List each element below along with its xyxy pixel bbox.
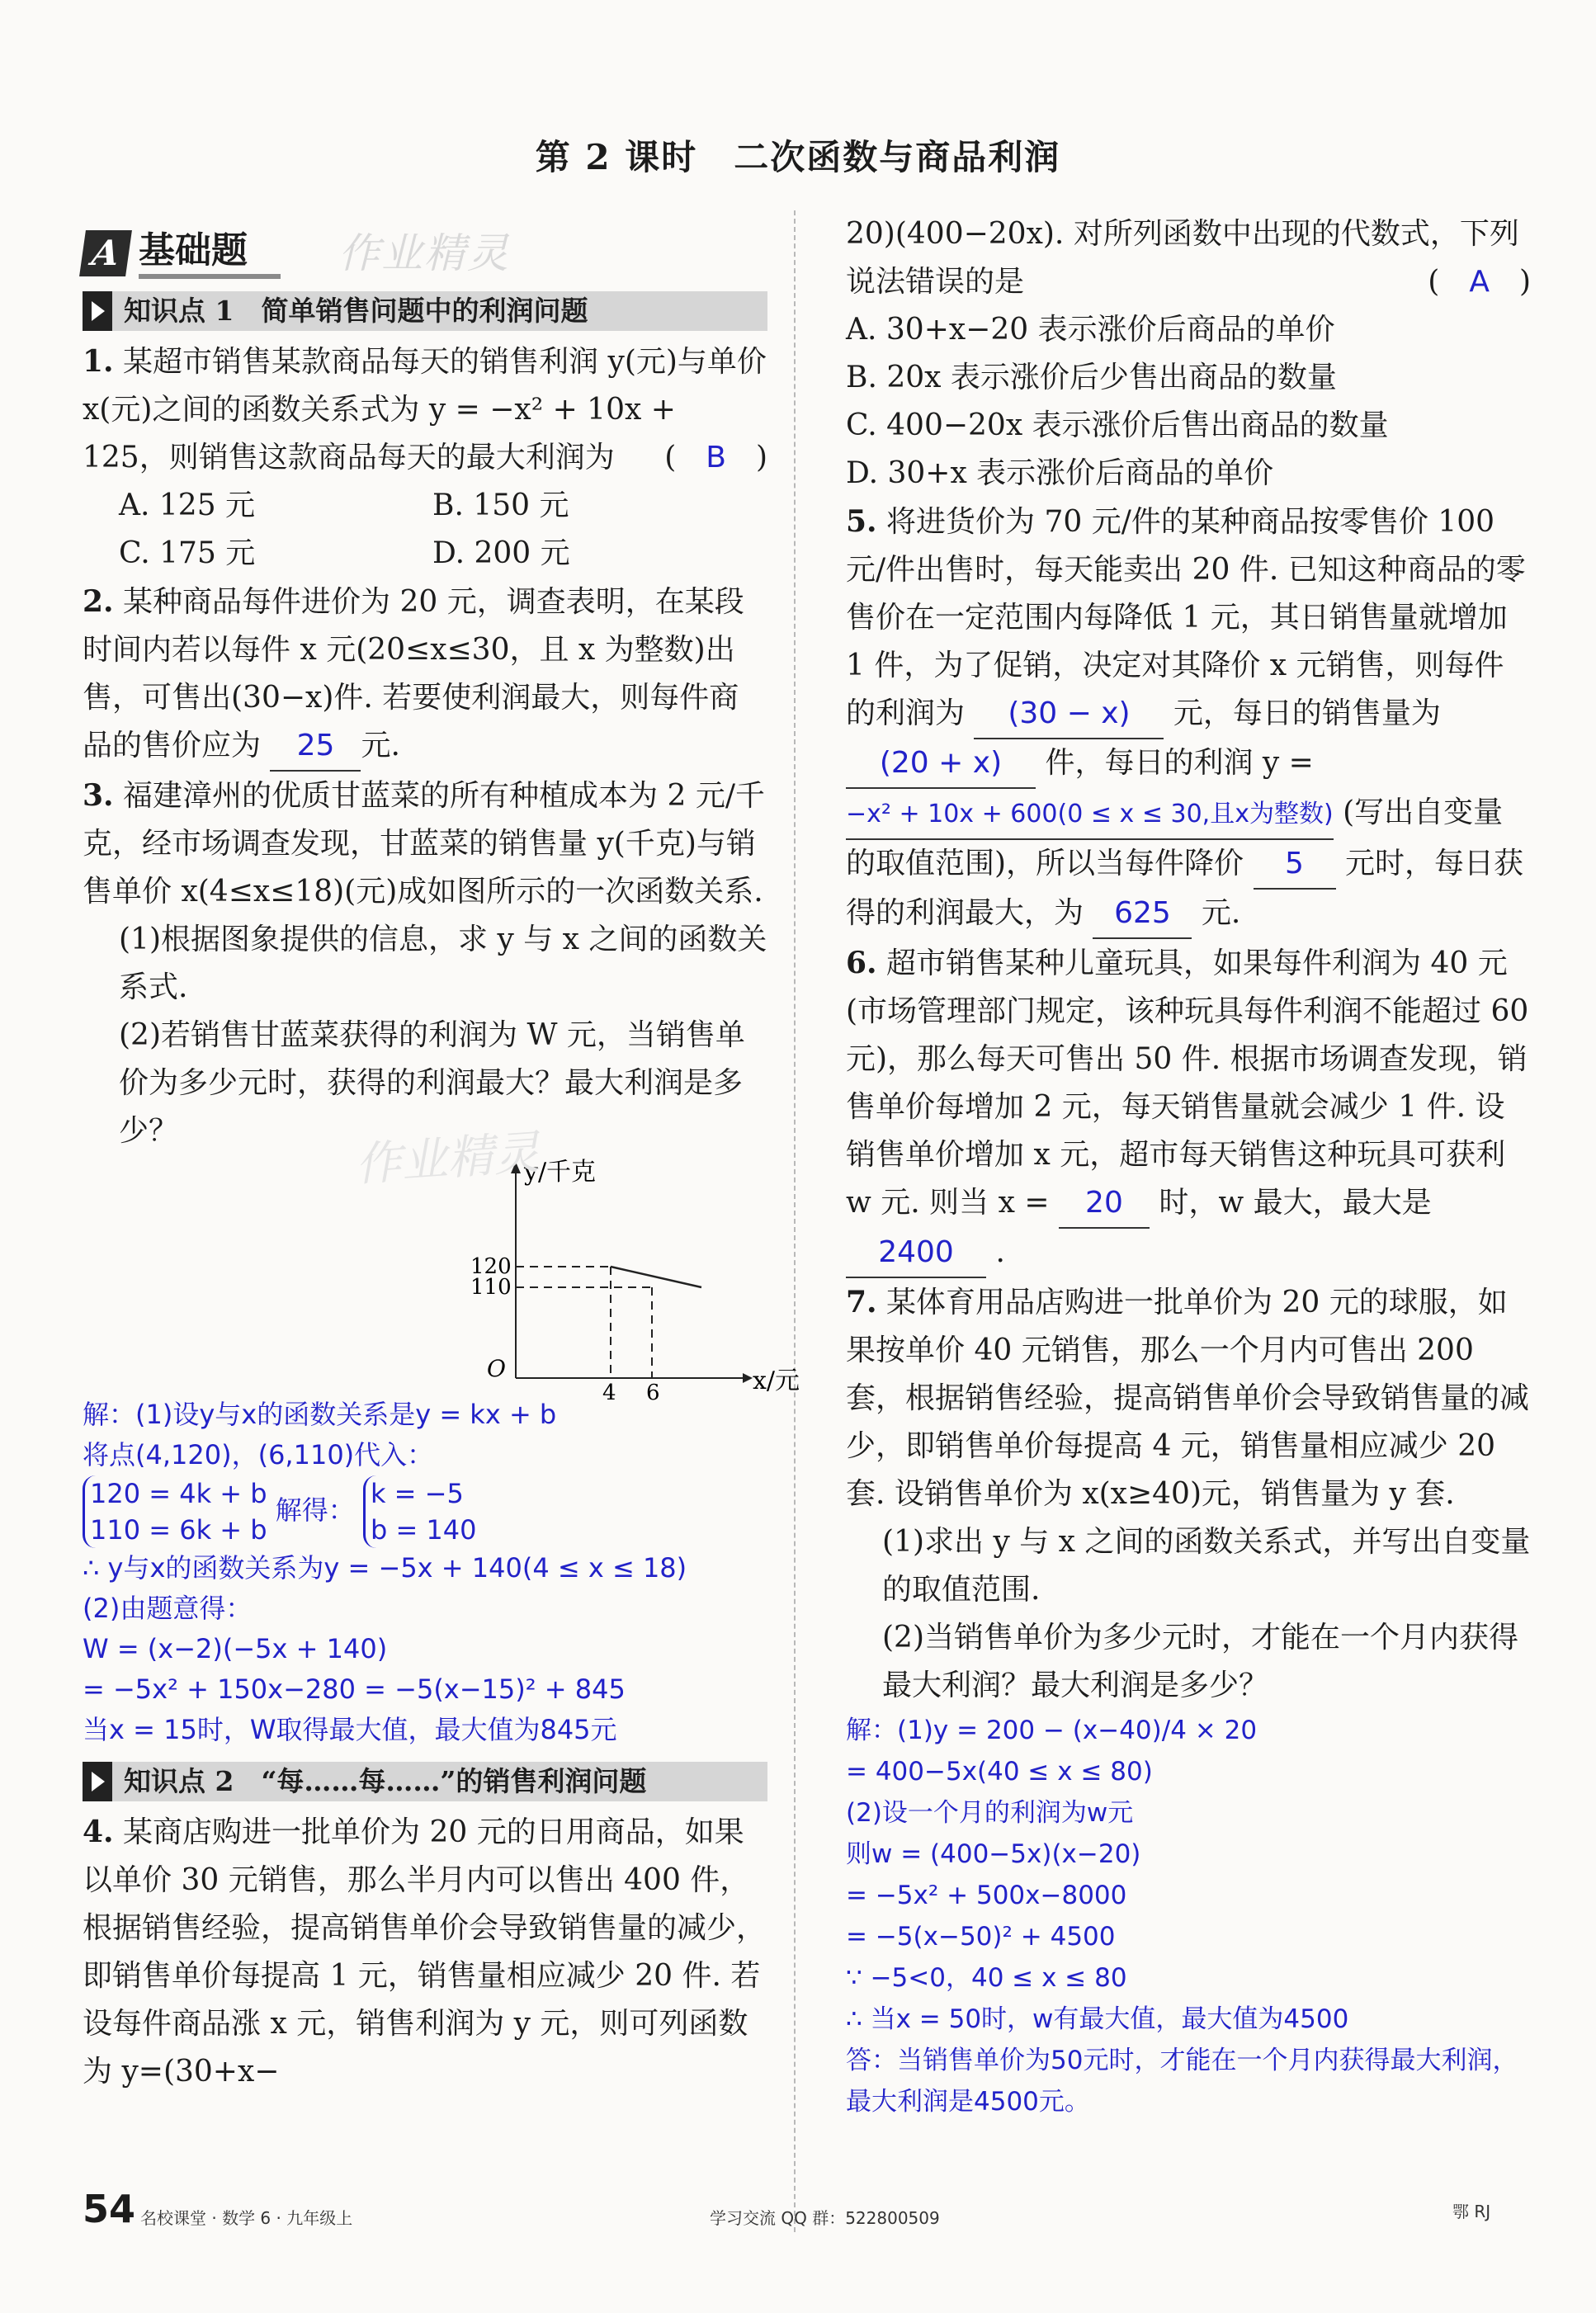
brace-right	[363, 1475, 477, 1548]
page-number: 54	[83, 2187, 136, 2231]
question-text: 某体育用品店购进一批单价为 20 元的球服，如果按单价 40 元销售，那么一个月内可售出 200 套，根据销售经验，提高销售单价会导致销售量的减少，即销售单价每提高 4 元，销售量相应减少 20 套. 设销售单价为 x(x≥40)元，销售量为 y 套.	[846, 1286, 1530, 1511]
solution-q7	[846, 1710, 1531, 2122]
question-text: 福建漳州的优质甘蓝菜的所有种植成本为 2 元/千克，经市场调查发现，甘蓝菜的销售量 y(千克)与销售单价 x(4≤x≤18)(元)成如图所示的一次函数关系.	[83, 779, 765, 909]
question-number: 5.	[846, 504, 877, 539]
section-header	[83, 227, 767, 280]
right-column	[846, 210, 1531, 2122]
option: A. 125 元	[119, 489, 256, 522]
question-number: 3.	[83, 778, 114, 813]
column-divider	[794, 210, 796, 2232]
solution-line: 则w = (400−5x)(x−20)	[846, 1839, 1141, 1869]
question-number: 1.	[83, 344, 114, 379]
equation: 120 = 4k + b	[90, 1478, 267, 1509]
book-info: 名校课堂 · 数学 6 · 九年级上	[140, 2208, 353, 2228]
brace-left	[83, 1475, 267, 1548]
equation-system	[83, 1475, 767, 1548]
solution-line: (2)由题意得：	[83, 1593, 253, 1624]
solution-line: ∴ y与x的函数关系为y = −5x + 140(4 ≤ x ≤ 18)	[83, 1552, 687, 1584]
equation: 110 = 6k + b	[90, 1514, 267, 1546]
answer-blank: 5	[1254, 840, 1336, 890]
solve-label: 解得：	[275, 1494, 355, 1526]
watermark: 作业精灵	[338, 229, 510, 277]
question-4	[83, 1808, 767, 2096]
solution-line: 将点(4,120)，(6,110)代入：	[83, 1439, 434, 1470]
y-axis-label: y/千克	[524, 1158, 597, 1187]
answer-bracket: ( A )	[1428, 265, 1531, 299]
x-tick-label: 6	[646, 1381, 660, 1405]
solution-line: ∴ 当x = 50时，w有最大值，最大值为4500	[846, 2004, 1349, 2034]
question-3	[83, 772, 767, 916]
answer-blank: 25	[270, 722, 361, 772]
sub-question: (1)求出 y 与 x 之间的函数关系式，并写出自变量的取值范围.	[882, 1525, 1531, 1607]
question-tail: 元.	[361, 729, 400, 762]
solution-line: 解：(1)设y与x的函数关系是y = kx + b	[83, 1399, 557, 1430]
question-number: 7.	[846, 1285, 877, 1319]
play-triangle-icon	[83, 291, 112, 331]
solution-line: 答：当销售单价为50元时，才能在一个月内获得最大利润，	[846, 2046, 1518, 2075]
option: A. 30+x−20 表示涨价后商品的单价	[846, 313, 1335, 347]
question-text: 元，每日的销售量为	[1173, 696, 1441, 730]
knowledge-point-label: 知识点 1 简单销售问题中的利润问题	[124, 295, 588, 327]
x-axis-arrow-icon	[743, 1373, 753, 1383]
options-row	[83, 482, 767, 530]
knowledge-point-label: 知识点 2 “每……每……”的销售利润问题	[124, 1765, 647, 1797]
watermark: 作业精灵	[353, 1126, 542, 1192]
question-6	[846, 939, 1531, 1278]
edition-label: 鄂 RJ	[1452, 2202, 1491, 2221]
equation: k = −5	[370, 1478, 464, 1509]
solution-line: 解：(1)y = 200 − (x−40)/4 × 20	[846, 1716, 1258, 1745]
option: C. 175 元	[119, 536, 256, 570]
section-label: 基础题	[139, 228, 281, 279]
function-graph	[83, 1155, 800, 1405]
question-2	[83, 578, 767, 772]
question-text: 元.	[1201, 896, 1241, 930]
choice-answer: B	[706, 441, 726, 474]
solution-line: = −5x² + 150x−280 = −5(x−15)² + 845	[83, 1673, 626, 1705]
question-text: 某种商品每件进价为 20 元，调查表明，在某段时间内若以每件 x 元(20≤x≤30，且 x 为整数)出售，可售出(30−x)件. 若要使利润最大，则每件商品的售价应为	[83, 585, 744, 762]
question-text: 件，每日的利润 y =	[1045, 746, 1314, 780]
question-text: 超市销售某种儿童玩具，如果每件利润为 40 元(市场管理部门规定，该种玩具每件利润不能超过 60 元)，那么每天可售出 50 件. 根据市场调查发现，销售单价每增加 2 元，每天销售量就会减少 1 件. 设销售单价增加 x 元，超市每天销售这种玩具可获利 w 元. 则当 x =	[846, 946, 1529, 1220]
question-text: 将进货价为 70 元/件的某种商品按零售价 100 元/件出售时，每天能卖出 20 件. 已知这种商品的零售价在一定范围内每降低 1 元，其日销售量就增加 1 件，为了促销，决定对其降价 x 元销售，则每件的利润为	[846, 505, 1526, 730]
solution-line: 当x = 15时，W取得最大值，最大值为845元	[83, 1714, 617, 1745]
question-text: 20)(400−20x). 对所列函数中出现的代数式，下列说法错误的是	[846, 217, 1519, 299]
question-5	[846, 498, 1531, 939]
answer-blank: 625	[1093, 890, 1192, 939]
answer-blank: 2400	[846, 1229, 986, 1278]
sub-question: (1)根据图象提供的信息，求 y 与 x 之间的函数关系式.	[119, 923, 767, 1004]
question-7	[846, 1278, 1531, 1518]
question-text: .	[995, 1235, 1005, 1269]
options-row	[83, 530, 767, 578]
answer-blank: (20 + x)	[846, 739, 1036, 789]
lesson-title: 第 2 课时 二次函数与商品利润	[535, 137, 1061, 177]
question-text: 元时，每日获得的利润最大，为	[846, 847, 1523, 930]
y-tick-label: 120	[470, 1254, 512, 1279]
sub-question: (2)若销售甘蓝菜获得的利润为 W 元，当销售单价为多少元时，获得的利润最大？最大利润是多少？	[119, 1018, 745, 1148]
equation: b = 140	[370, 1514, 477, 1546]
solution-line: = 400−5x(40 ≤ x ≤ 80)	[846, 1757, 1153, 1787]
x-tick-label: 4	[602, 1381, 616, 1405]
solution-line: = −5x² + 500x−8000	[846, 1881, 1127, 1910]
option: D. 200 元	[432, 536, 570, 570]
solution-line: 最大利润是4500元。	[846, 2087, 1090, 2117]
question-text: (写出自变量的取值范围)，所以当每件降价	[846, 795, 1504, 880]
solution-q3	[83, 1395, 767, 1750]
answer-blank: −x² + 10x + 600(0 ≤ x ≤ 30,且x为整数)	[846, 791, 1334, 840]
origin-label: O	[487, 1355, 506, 1382]
graph-line	[611, 1267, 701, 1287]
knowledge-point-2	[83, 1762, 767, 1801]
sub-question: (2)当销售单价为多少元时，才能在一个月内获得最大利润？最大利润是多少？	[882, 1621, 1518, 1702]
y-tick-label: 110	[470, 1275, 512, 1300]
choice-answer: A	[1469, 265, 1490, 299]
solution-line: (2)设一个月的利润为w元	[846, 1798, 1134, 1828]
option: B. 20x 表示涨价后少售出商品的数量	[846, 361, 1337, 394]
section-mark: A	[79, 230, 132, 276]
question-number: 6.	[846, 946, 877, 980]
option: B. 150 元	[432, 489, 569, 522]
question-number: 4.	[83, 1815, 114, 1849]
solution-line: = −5(x−50)² + 4500	[846, 1922, 1116, 1952]
question-text: 某超市销售某款商品每天的销售利润 y(元)与单价 x(元)之间的函数关系式为 y = −x² + 10x + 125，则销售这款商品每天的最大利润为	[83, 345, 767, 474]
knowledge-point-1	[83, 291, 767, 331]
option: C. 400−20x 表示涨价后售出商品的数量	[846, 408, 1389, 442]
question-text: 时，w 最大，最大是	[1159, 1186, 1432, 1220]
option: D. 30+x 表示涨价后商品的单价	[846, 456, 1274, 490]
play-triangle-icon	[83, 1762, 112, 1801]
answer-blank: 20	[1059, 1179, 1150, 1229]
solution-line: W = (x−2)(−5x + 140)	[83, 1633, 388, 1664]
x-axis-label: x/元	[753, 1367, 800, 1395]
answer-blank: (30 − x)	[974, 690, 1164, 739]
qq-group: 学习交流 QQ 群：522800509	[710, 2208, 940, 2228]
question-number: 2.	[83, 584, 114, 619]
answer-bracket: ( B )	[664, 441, 767, 474]
solution-line: ∵ −5<0，40 ≤ x ≤ 80	[846, 1963, 1127, 1993]
question-4-continued	[846, 210, 1531, 306]
question-text: 某商店购进一批单价为 20 元的日用商品，如果以单价 30 元销售，那么半月内可以售出 400 件，根据销售经验，提高销售单价会导致销售量的减少，即销售单价每提高 1 元，销售量相应减少 20 件. 若设每件商品涨 x 元，销售利润为 y 元，则可列函数为 y=(30+x−	[83, 1815, 767, 2089]
question-1	[83, 338, 767, 482]
